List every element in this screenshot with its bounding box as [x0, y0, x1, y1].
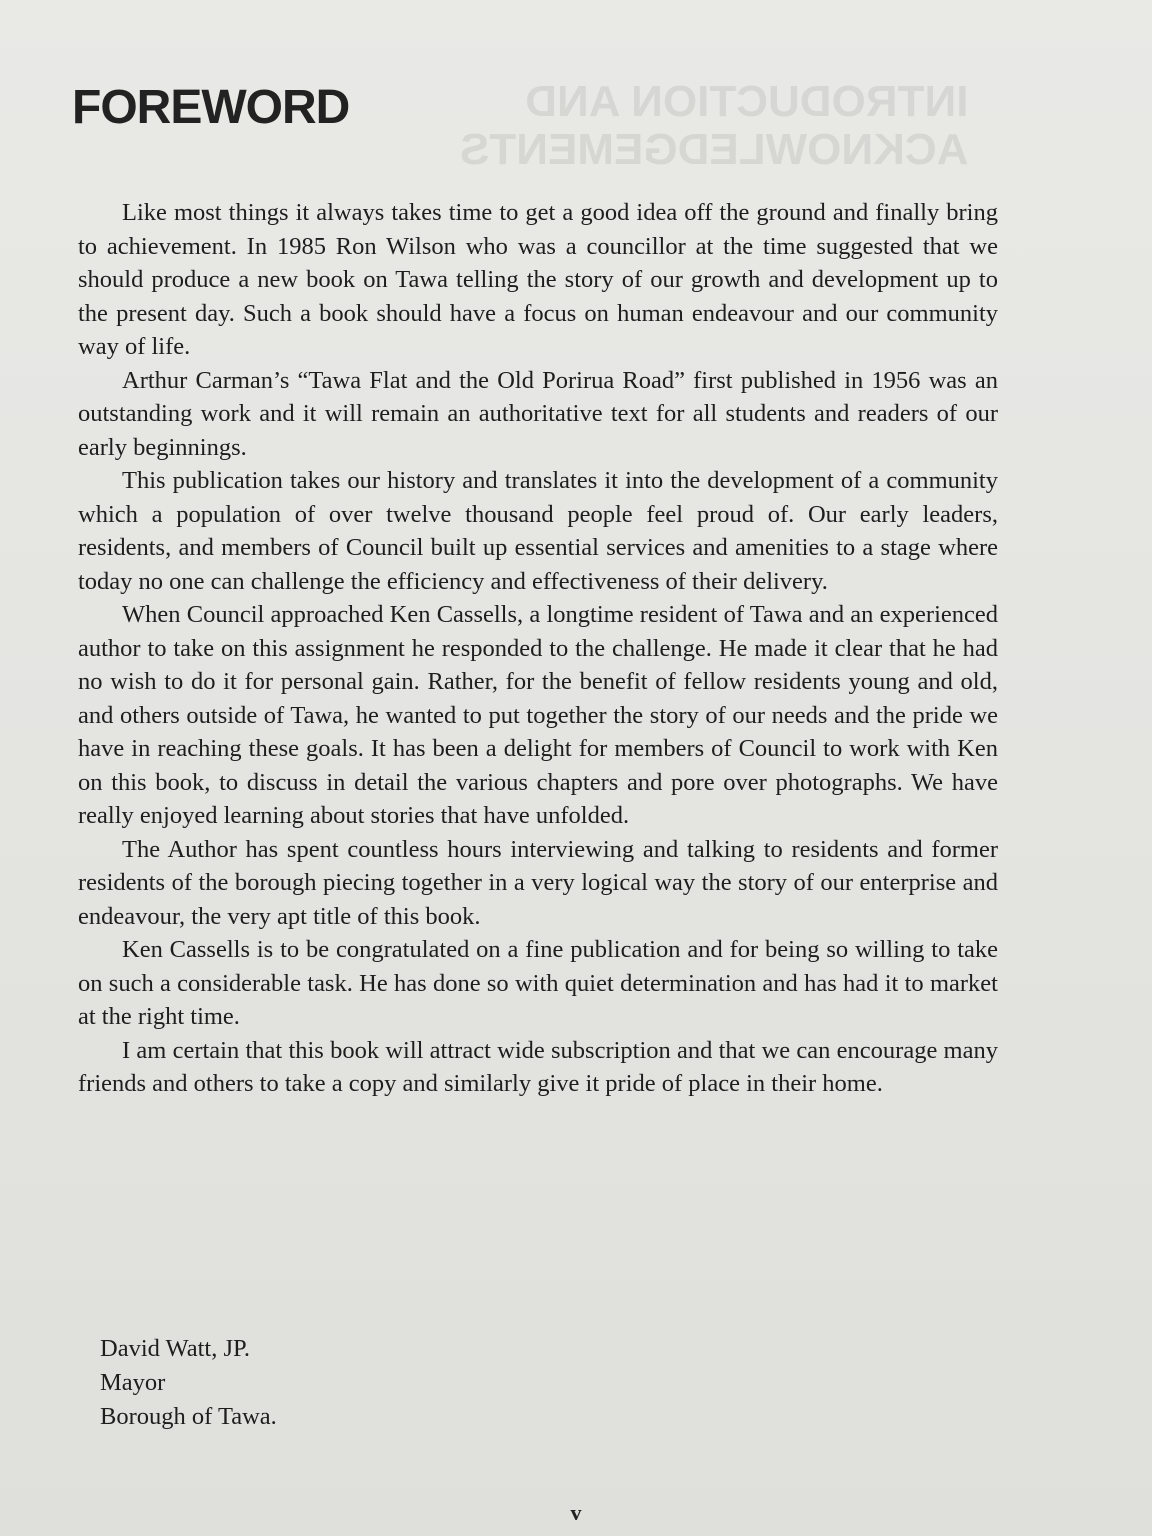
signatory-name: David Watt, JP.	[100, 1335, 251, 1362]
page-title: FOREWORD	[72, 81, 350, 134]
paragraph: I am certain that this book will attract wide subscription and that we can encourage many friends and others to take a copy and similarly give it pride of place in their home.	[78, 1036, 998, 1097]
show-through-line: ACKNOWLEDGEMENTS	[460, 125, 969, 174]
foreword-body	[78, 196, 998, 1101]
paragraph: Ken Cassells is to be congratulated on a fine publication and for being so willing to take on such a considerable task. He has done so with quiet determination and has had it to market at the right time.	[78, 936, 998, 1030]
paragraph: When Council approached Ken Cassells, a longtime resident of Tawa and an experienced author to take on this assignment he responded to the challenge. He made it clear that he had no wish to do it for personal gain. Rather, for the benefit of fellow residents young and old, and others outside of Tawa, he wanted to put together the story of our needs and the pride we have in reaching these goals. It has been a delight for members of Council to work with Ken on this book, to discuss in detail the various chapters and pore over photographs. We have really enjoyed learning about stories that have unfolded.	[78, 601, 998, 829]
show-through-line: INTRODUCTION AND	[525, 77, 969, 126]
paragraph: Like most things it always takes time to get a good idea off the ground and finally bring to achievement. In 1985 Ron Wilson who was a councillor at the time suggested that we should produce a new book on Tawa telling the story of our growth and development up to the present day. Such a book should have a focus on human endeavour and our community way of life.	[78, 199, 998, 360]
signature-block	[100, 1332, 277, 1434]
paragraph: This publication takes our history and translates it into the development of a community which a population of over twelve thousand people feel proud of. Our early leaders, residents, and members of Council built up essential services and amenities to a stage where today no one can challenge the efficiency and effectiveness of their delivery.	[78, 467, 998, 595]
signatory-organization: Borough of Tawa.	[100, 1403, 277, 1430]
paragraph: The Author has spent countless hours interviewing and talking to residents and former residents of the borough piecing together in a very logical way the story of our enterprise and endeavour, the very apt title of this book.	[78, 835, 998, 930]
show-through-heading	[460, 78, 968, 174]
signatory-role: Mayor	[100, 1369, 166, 1396]
page-number: v	[570, 1500, 582, 1525]
paragraph: Arthur Carman’s “Tawa Flat and the Old Porirua Road” first published in 1956 was an outstanding work and it will remain an authoritative text for all students and readers of our early beginnings.	[78, 366, 998, 461]
